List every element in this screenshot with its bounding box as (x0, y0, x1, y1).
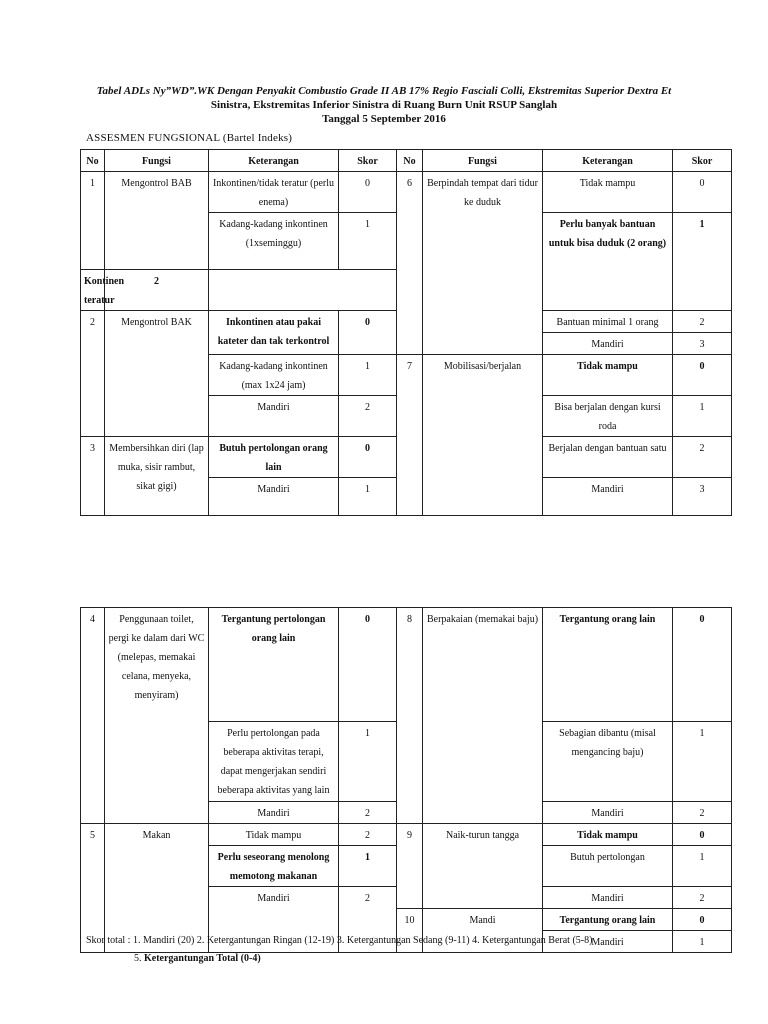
item-function: Makan (105, 824, 209, 953)
item-score: 0 (673, 172, 732, 213)
score-legend-line-1: Skor total : 1. Mandiri (20) 2. Ketergantungan Ringan (12-19) 3. Ketergantungan Sedang (9-11) 4. Ketergantungan Berat (5-8) (86, 935, 593, 946)
item-option-selected: Tergantung pertolongan orang lain (209, 608, 339, 722)
table-title-line-1: Tabel ADLs Ny”WD”.WK Dengan Penyakit Combustio Grade II AB 17% Regio Fasciali Colli, Ekstremitas Superior Dextra Et (96, 85, 672, 97)
item-score: 2 (673, 887, 732, 909)
item-score: 2 (673, 802, 732, 824)
item-number: 6 (397, 172, 423, 355)
item-number: 7 (397, 355, 423, 516)
table-title-line-2: Sinistra, Ekstremitas Inferior Sinistra di Ruang Burn Unit RSUP Sanglah (210, 99, 558, 111)
item-option-selected: Tidak mampu (543, 355, 673, 396)
item-score-selected: 1 (339, 846, 397, 887)
item-option-selected: Inkontinen atau pakai kateter dan tak terkontrol (209, 311, 339, 355)
barthel-table-part-1 (80, 149, 732, 516)
item-option: Mandiri (209, 887, 339, 953)
item-score: 2 (339, 887, 397, 953)
item-option: Mandiri (543, 931, 673, 953)
item-score-selected: 2 (105, 270, 209, 311)
item-option: Mandiri (209, 396, 339, 437)
item-number: 9 (397, 824, 423, 909)
item-score: 1 (673, 846, 732, 887)
item-score: 1 (339, 478, 397, 516)
item-score: 1 (339, 213, 397, 270)
item-option: Tidak mampu (209, 824, 339, 846)
item-option: Tidak mampu (543, 172, 673, 213)
item-option: Bisa berjalan dengan kursi roda (543, 396, 673, 437)
item-score: 1 (339, 722, 397, 802)
item-score-selected: 0 (339, 608, 397, 722)
score-legend-line-2 (134, 952, 261, 966)
item-option: Butuh pertolongan (543, 846, 673, 887)
item-option-selected: Butuh pertolongan orang lain (209, 437, 339, 478)
table-title-line-3: Tanggal 5 September 2016 (322, 113, 446, 125)
item-score: 2 (673, 311, 732, 333)
item-score: 1 (673, 722, 732, 802)
table-row (81, 824, 732, 846)
item-score-selected: 0 (673, 608, 732, 722)
item-number: 8 (397, 608, 423, 824)
item-function: Berpakaian (memakai baju) (423, 608, 543, 824)
header-fungsi: Fungsi (105, 150, 209, 172)
barthel-table-part-2 (80, 607, 732, 953)
item-option-selected: Tergantung orang lain (543, 909, 673, 931)
item-option-selected: Perlu banyak bantuan untuk bisa duduk (2 orang) (543, 213, 673, 311)
item-score-selected: 1 (673, 213, 732, 311)
item-option: Mandiri (543, 333, 673, 355)
header-keterangan: Keterangan (543, 150, 673, 172)
item-option: Mandiri (209, 478, 339, 516)
item-score-selected: 0 (339, 311, 397, 355)
item-number: 4 (81, 608, 105, 824)
item-score: 2 (339, 396, 397, 437)
score-legend-total-dependency: Ketergantungan Total (0-4) (144, 953, 261, 964)
item-score: 1 (673, 931, 732, 953)
item-option: Mandiri (543, 887, 673, 909)
header-no: No (81, 150, 105, 172)
item-option-selected: Tergantung orang lain (543, 608, 673, 722)
header-skor: Skor (673, 150, 732, 172)
score-legend-prefix: 5. (134, 953, 144, 964)
item-option: Mandiri (543, 802, 673, 824)
item-option: Berjalan dengan bantuan satu (543, 437, 673, 478)
item-number: 1 (81, 172, 105, 270)
item-option-selected: Tidak mampu (543, 824, 673, 846)
item-score: 2 (339, 802, 397, 824)
section-label: ASSESMEN FUNGSIONAL (Bartel Indeks) (86, 132, 293, 144)
item-score-selected: 0 (673, 824, 732, 846)
item-function: Mengontrol BAK (105, 311, 209, 437)
item-option: Kadang-kadang inkontinen (max 1x24 jam) (209, 355, 339, 396)
item-function: Mengontrol BAB (105, 172, 209, 270)
item-option-selected: Kontinen teratur (81, 270, 105, 311)
item-option: Mandiri (209, 802, 339, 824)
item-option: Kadang-kadang inkontinen (1xseminggu) (209, 213, 339, 270)
item-option: Bantuan minimal 1 orang (543, 311, 673, 333)
table-header-row (81, 150, 732, 172)
table-row (81, 608, 732, 722)
item-option: Mandiri (543, 478, 673, 516)
item-score: 1 (673, 396, 732, 437)
item-score: 1 (339, 355, 397, 396)
header-no: No (397, 150, 423, 172)
item-option: Sebagian dibantu (misal mengancing baju) (543, 722, 673, 802)
item-number: 5 (81, 824, 105, 953)
item-function: Membersihkan diri (lap muka, sisir rambut, sikat gigi) (105, 437, 209, 516)
item-score-selected: 0 (339, 437, 397, 478)
item-function: Naik-turun tangga (423, 824, 543, 909)
item-score-selected: 0 (673, 355, 732, 396)
item-score: 2 (673, 437, 732, 478)
header-keterangan: Keterangan (209, 150, 339, 172)
item-score: 2 (339, 824, 397, 846)
item-function: Berpindah tempat dari tidur ke duduk (423, 172, 543, 355)
item-score: 3 (673, 478, 732, 516)
header-skor: Skor (339, 150, 397, 172)
item-score-selected: 0 (673, 909, 732, 931)
item-function: Mandi (423, 909, 543, 953)
header-fungsi: Fungsi (423, 150, 543, 172)
item-number: 3 (81, 437, 105, 516)
item-option-selected: Perlu seseorang menolong memotong makanan (209, 846, 339, 887)
item-score: 3 (673, 333, 732, 355)
item-function: Mobilisasi/berjalan (423, 355, 543, 516)
item-option: Perlu pertolongan pada beberapa aktivitas terapi, dapat mengerjakan sendiri beberapa aktivitas yang lain (209, 722, 339, 802)
item-number: 10 (397, 909, 423, 953)
item-score: 0 (339, 172, 397, 213)
item-number: 2 (81, 311, 105, 437)
item-function: Penggunaan toilet, pergi ke dalam dari WC (melepas, memakai celana, menyeka, menyiram) (105, 608, 209, 824)
table-row (81, 172, 732, 213)
item-option: Inkontinen/tidak teratur (perlu enema) (209, 172, 339, 213)
